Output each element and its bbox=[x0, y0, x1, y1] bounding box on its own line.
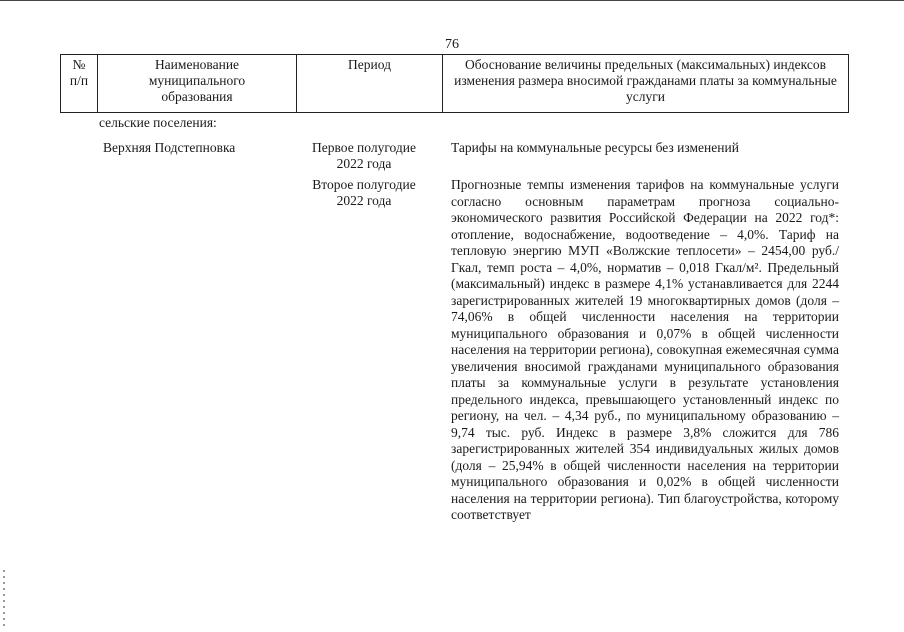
header-num: № п/п bbox=[61, 55, 98, 113]
period-second-half: Второе полугодие 2022 года bbox=[312, 177, 416, 208]
justification-first-half: Тарифы на коммунальные ресурсы без изменений bbox=[451, 140, 739, 155]
section-label: сельские поселения: bbox=[99, 115, 217, 130]
justification-second-half: Прогнозные темпы изменения тарифов на коммунальные услуги согласно основным параметрам прогноза социально-экономического развития Российской Федерации на 2022 год*: отопление, водоснабжение, водоотведение – 4,0%. Тариф на тепловую энергию МУП «Волжские теплосети» – 2454,00 руб./Гкал, темп роста – 4,0%, норматив – 0,018 Гкал/м². Предельный (максимальный) индекс в размере 4,1% устанавливается для 2244 зарегистрированных жителей 19 многоквартирных домов (доля – 74,06% в общей численности населения на территории муниципального образования и 0,07% в общей численности населения на территории региона), совокупная ежемесячная сумма увеличения вносимой гражданами муниципального образования платы за коммунальные услуги в результате установления предельного индекса, превышающего установленный индекс по региону, на чел. – 4,34 руб., по муниципальному образованию – 9,74 тыс. руб. Индекс в размере 3,8% сложится для 786 зарегистрированных жителей 354 индивидуальных жилых домов (доля – 25,94% в общей численности населения на территории муниципального образования и 0,02% в общей численности населения на территории региона). Тип благоустройства, которому соответствует bbox=[451, 177, 839, 522]
header-period: Период bbox=[297, 55, 443, 113]
page-number: 76 bbox=[445, 37, 459, 52]
top-rule bbox=[0, 0, 904, 1]
header-justification: Обоснование величины предельных (максимальных) индексов изменения размера вносимой гражданами платы за коммунальные услуги bbox=[443, 55, 849, 113]
header-municipality: Наименование муниципального образования bbox=[98, 55, 297, 113]
table-header bbox=[60, 54, 849, 113]
scan-artifact bbox=[3, 570, 5, 626]
municipality-name: Верхняя Подстепновка bbox=[103, 140, 236, 155]
period-first-half: Первое полугодие 2022 года bbox=[312, 140, 416, 171]
